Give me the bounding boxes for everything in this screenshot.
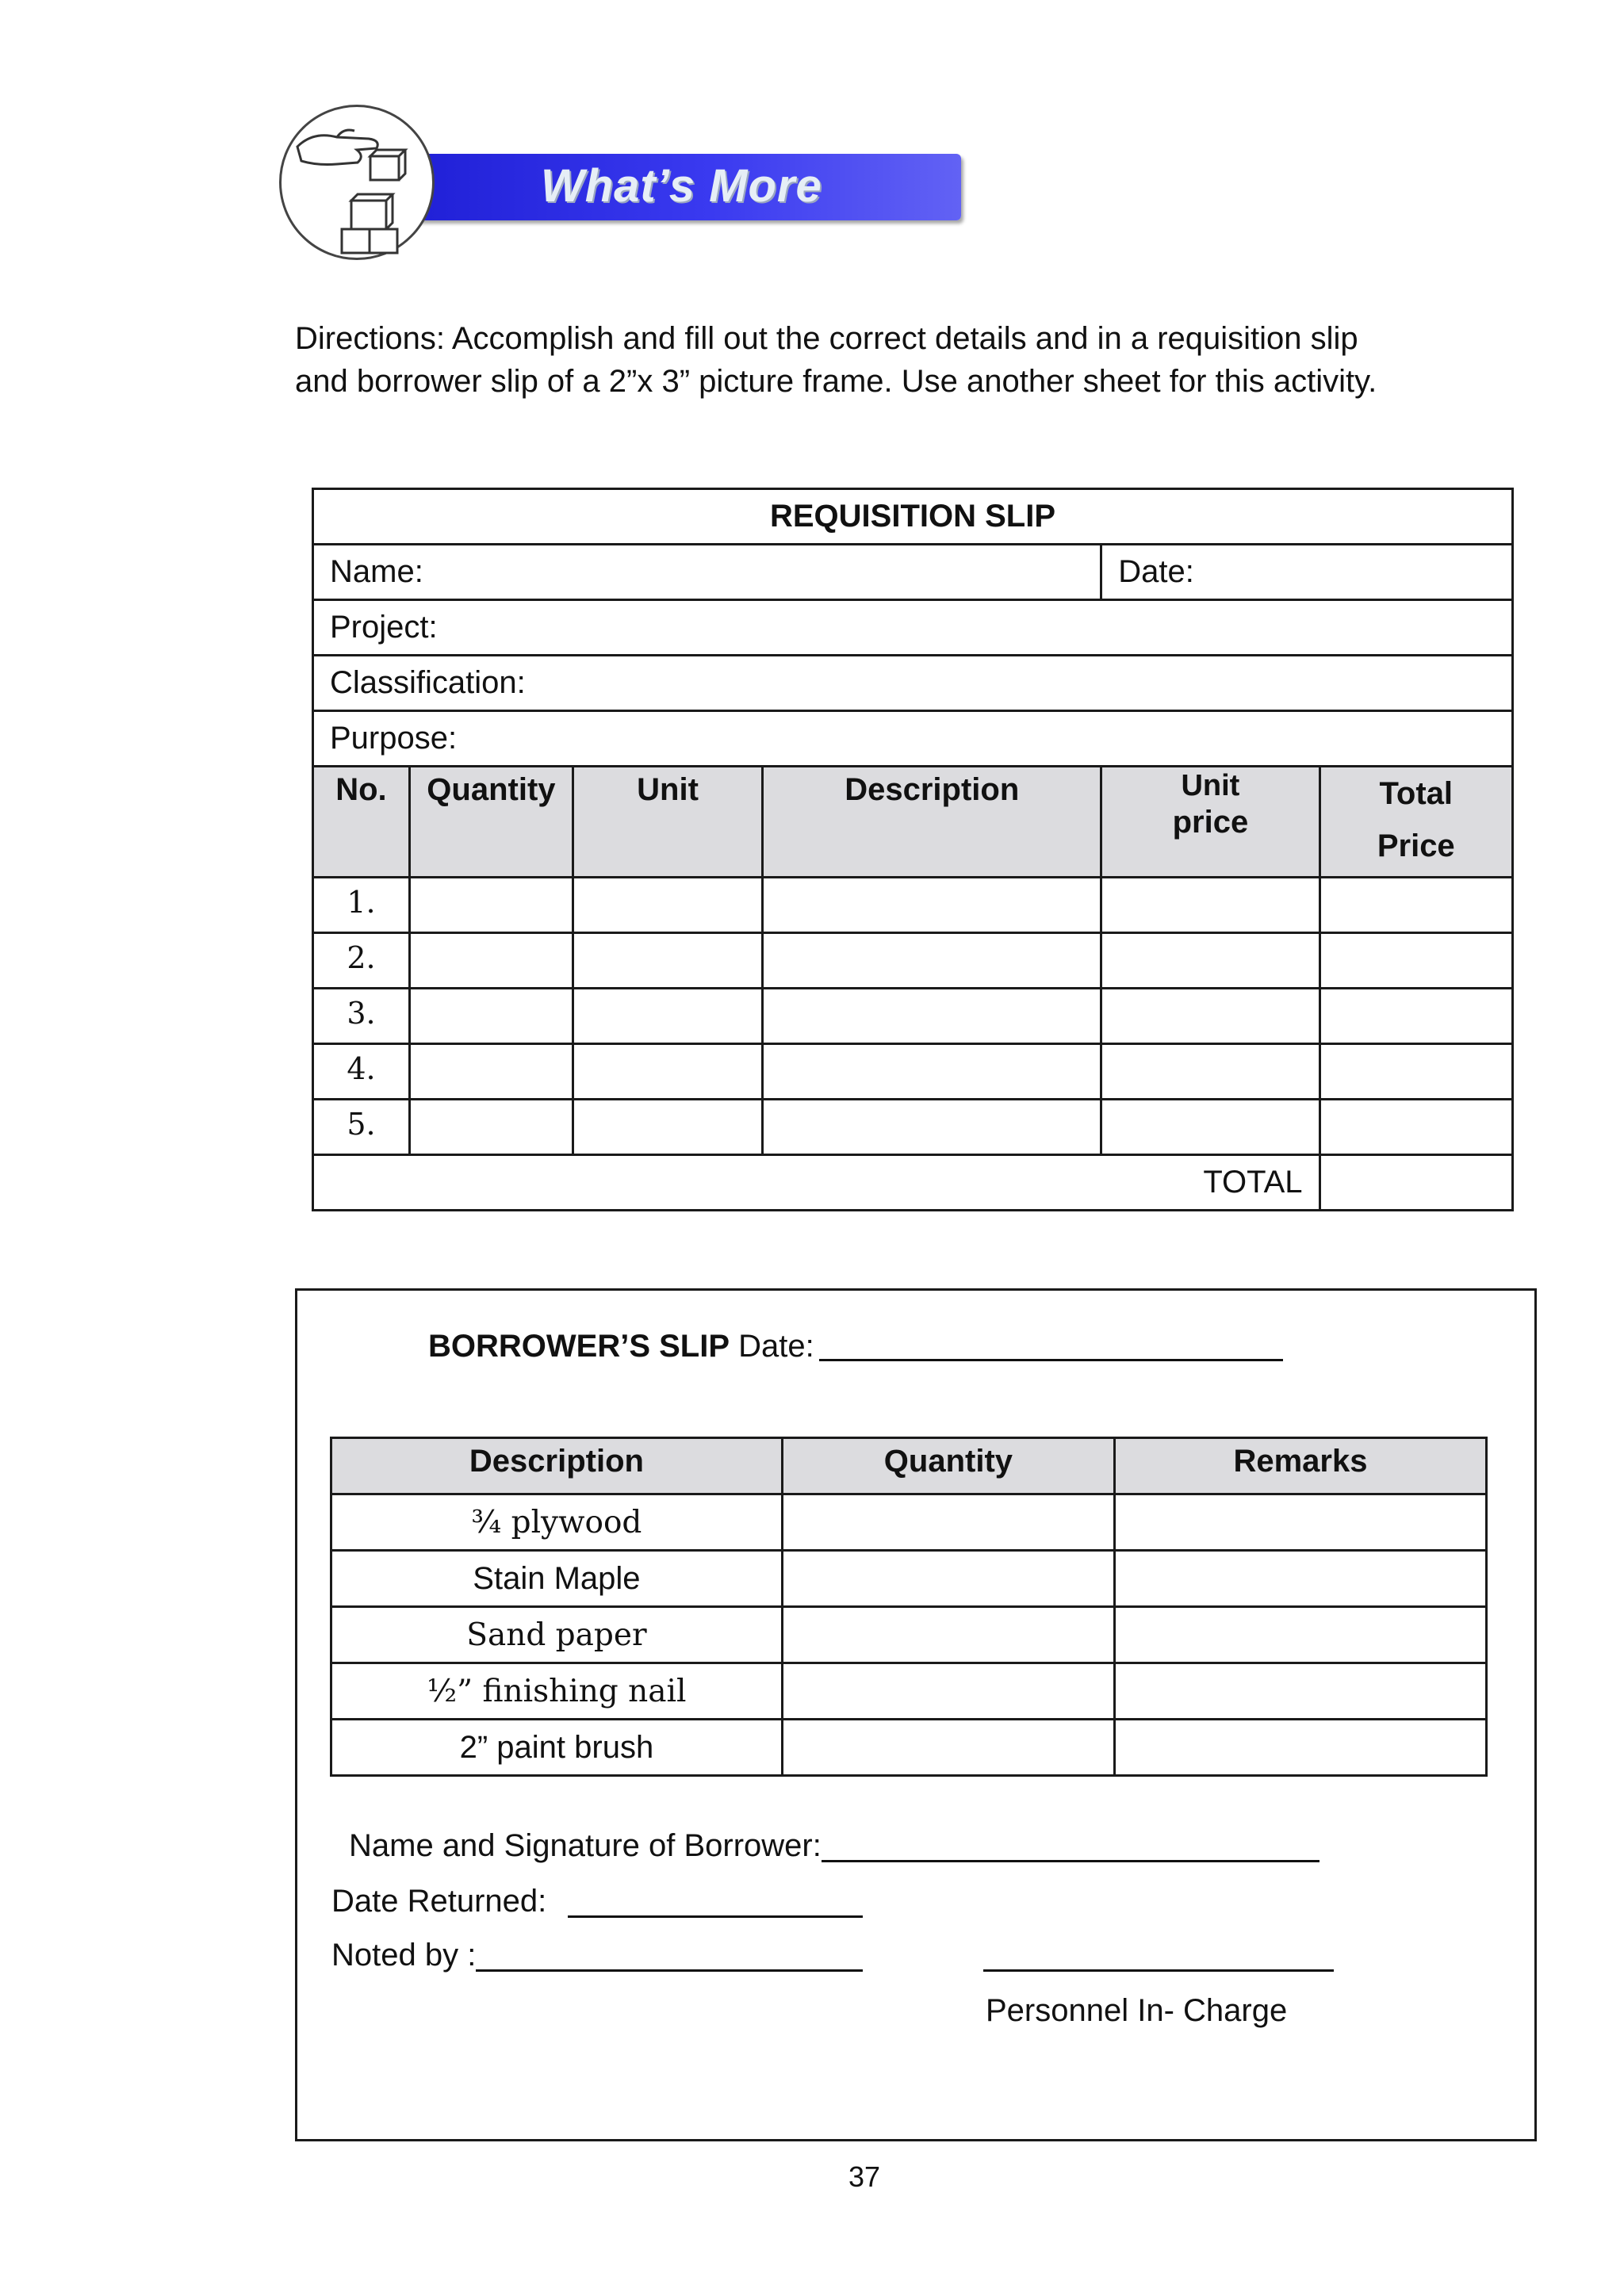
page-number: 37 — [848, 2160, 881, 2193]
table-row — [331, 1607, 1487, 1663]
header-description: Description — [763, 767, 1101, 878]
table-row — [331, 1551, 1487, 1607]
header-description: Description — [331, 1438, 783, 1494]
item-description: ¾ plywood — [331, 1494, 783, 1551]
item-description: ½” finishing nail — [331, 1663, 783, 1720]
item-description: Sand paper — [331, 1607, 783, 1663]
quantity-cell[interactable] — [782, 1663, 1114, 1720]
quantity-cell[interactable] — [409, 1100, 573, 1155]
unit-cell[interactable] — [573, 933, 762, 989]
header-unit-price — [1101, 767, 1320, 878]
unit-price-cell[interactable] — [1101, 878, 1320, 933]
date-returned-line[interactable] — [568, 1885, 863, 1918]
header-unit: Unit — [573, 767, 762, 878]
header-quantity: Quantity — [409, 767, 573, 878]
hand-blocks-icon — [279, 105, 435, 260]
table-row — [313, 989, 1513, 1044]
requisition-header-row — [313, 767, 1513, 878]
purpose-field[interactable]: Purpose: — [313, 711, 1513, 767]
header-quantity: Quantity — [782, 1438, 1114, 1494]
row-number: 1. — [313, 878, 410, 933]
row-number: 2. — [313, 933, 410, 989]
borrower-date-line[interactable] — [819, 1330, 1283, 1361]
borrower-header-row — [331, 1438, 1487, 1494]
banner-title: What’s More — [541, 160, 822, 212]
personnel-signature-line[interactable] — [983, 1938, 1334, 1972]
total-price-cell[interactable] — [1320, 1100, 1512, 1155]
directions-line-1: Directions: Accomplish and fill out the correct details and in a requisition slip — [295, 321, 1358, 356]
signature-line-group — [349, 1825, 1320, 1866]
total-value-cell[interactable] — [1320, 1155, 1512, 1211]
remarks-cell[interactable] — [1114, 1720, 1486, 1776]
total-price-cell[interactable] — [1320, 878, 1512, 933]
unit-cell[interactable] — [573, 878, 762, 933]
borrower-date-label: Date: — [738, 1329, 814, 1364]
table-row — [313, 1100, 1513, 1155]
date-returned-label: Date Returned: — [331, 1884, 547, 1919]
unit-price-cell[interactable] — [1101, 1100, 1320, 1155]
header-no: No. — [313, 767, 410, 878]
total-price-cell[interactable] — [1320, 989, 1512, 1044]
project-field[interactable]: Project: — [313, 600, 1513, 656]
total-price-cell[interactable] — [1320, 933, 1512, 989]
unit-price-cell[interactable] — [1101, 933, 1320, 989]
table-row — [331, 1494, 1487, 1551]
signature-label: Name and Signature of Borrower: — [349, 1828, 822, 1863]
row-number: 4. — [313, 1044, 410, 1100]
borrower-slip-table — [330, 1437, 1488, 1777]
table-row — [331, 1720, 1487, 1776]
noted-by-line[interactable] — [476, 1938, 863, 1972]
project-row — [313, 600, 1513, 656]
date-returned-group — [331, 1881, 863, 1922]
date-field[interactable]: Date: — [1101, 545, 1513, 600]
table-row — [331, 1663, 1487, 1720]
quantity-cell[interactable] — [409, 989, 573, 1044]
description-cell[interactable] — [763, 933, 1101, 989]
quantity-cell[interactable] — [782, 1551, 1114, 1607]
personnel-in-charge-label: Personnel In- Charge — [986, 1993, 1288, 2028]
header-unit-price-line2: price — [1172, 805, 1249, 840]
quantity-cell[interactable] — [782, 1607, 1114, 1663]
header-remarks: Remarks — [1114, 1438, 1486, 1494]
quantity-cell[interactable] — [782, 1494, 1114, 1551]
unit-cell[interactable] — [573, 1100, 762, 1155]
total-row — [313, 1155, 1513, 1211]
table-row — [313, 1044, 1513, 1100]
noted-by-group — [331, 1934, 863, 1976]
header-total-price-line1: Total — [1379, 776, 1454, 811]
description-cell[interactable] — [763, 878, 1101, 933]
remarks-cell[interactable] — [1114, 1663, 1486, 1720]
borrower-slip-heading — [428, 1326, 1283, 1367]
quantity-cell[interactable] — [409, 878, 573, 933]
total-label: TOTAL — [313, 1155, 1320, 1211]
requisition-slip-table — [312, 488, 1514, 1211]
personnel-line-group — [983, 1934, 1334, 1976]
header-unit-price-line1: Unit — [1181, 769, 1240, 802]
row-number: 5. — [313, 1100, 410, 1155]
quantity-cell[interactable] — [782, 1720, 1114, 1776]
row-number: 3. — [313, 989, 410, 1044]
whats-more-banner — [279, 105, 961, 271]
unit-price-cell[interactable] — [1101, 989, 1320, 1044]
name-field[interactable]: Name: — [313, 545, 1101, 600]
quantity-cell[interactable] — [409, 1044, 573, 1100]
description-cell[interactable] — [763, 1044, 1101, 1100]
remarks-cell[interactable] — [1114, 1607, 1486, 1663]
borrower-slip-title: BORROWER’S SLIP — [428, 1329, 730, 1364]
name-date-row — [313, 545, 1513, 600]
purpose-row — [313, 711, 1513, 767]
requisition-title-row — [313, 489, 1513, 545]
unit-cell[interactable] — [573, 989, 762, 1044]
directions-text — [295, 317, 1429, 403]
header-total-price — [1320, 767, 1512, 878]
table-row — [313, 878, 1513, 933]
item-description: 2” paint brush — [331, 1720, 783, 1776]
classification-row — [313, 656, 1513, 711]
description-cell[interactable] — [763, 989, 1101, 1044]
item-description: Stain Maple — [331, 1551, 783, 1607]
quantity-cell[interactable] — [409, 933, 573, 989]
requisition-title: REQUISITION SLIP — [313, 489, 1513, 545]
remarks-cell[interactable] — [1114, 1551, 1486, 1607]
classification-field[interactable]: Classification: — [313, 656, 1513, 711]
unit-cell[interactable] — [573, 1044, 762, 1100]
remarks-cell[interactable] — [1114, 1494, 1486, 1551]
signature-line[interactable] — [822, 1829, 1320, 1862]
total-price-cell[interactable] — [1320, 1044, 1512, 1100]
unit-price-cell[interactable] — [1101, 1044, 1320, 1100]
table-row — [313, 933, 1513, 989]
header-total-price-line2: Price — [1377, 828, 1455, 863]
description-cell[interactable] — [763, 1100, 1101, 1155]
noted-by-label: Noted by : — [331, 1938, 477, 1973]
directions-line-2: and borrower slip of a 2”x 3” picture frame. Use another sheet for this activity. — [295, 364, 1377, 399]
